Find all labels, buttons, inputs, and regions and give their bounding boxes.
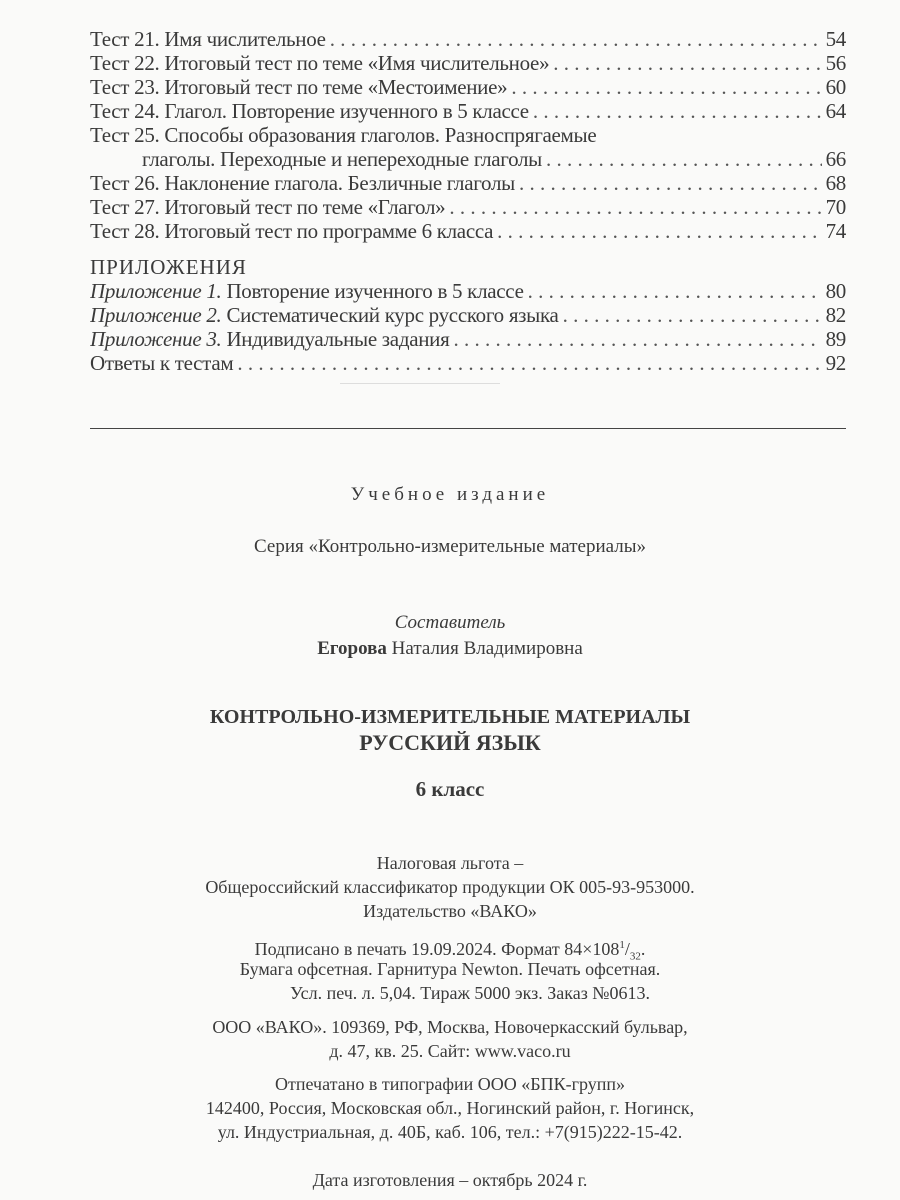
dot-leader	[533, 99, 822, 123]
tax-line: Общероссийский классификатор продукции ОК 005-93-953000.	[205, 877, 695, 897]
dot-leader	[497, 219, 821, 243]
appendix-label: Приложение 3.	[90, 327, 222, 351]
dot-leader	[553, 51, 821, 75]
toc-item	[90, 327, 846, 351]
toc-item	[90, 27, 846, 51]
print-signed-text: Подписано в печать 19.09.2024. Формат 84×108	[254, 939, 620, 959]
toc-item	[90, 351, 846, 375]
toc-page: 66	[825, 147, 846, 171]
toc-title: Тест 27. Итоговый тест по теме «Глагол»	[90, 195, 446, 219]
appendix-label: Приложение 2.	[90, 303, 222, 327]
appendix-title: Индивидуальные задания	[226, 327, 450, 351]
printer-line: 142400, Россия, Московская обл., Ногинский район, г. Ногинск,	[205, 1098, 695, 1118]
dot-leader	[511, 75, 821, 99]
printer-line: ул. Индустриальная, д. 40Б, каб. 106, тел.: +7(915)222-15-42.	[217, 1122, 683, 1142]
appendix-title: Повторение изученного в 5 классе	[226, 279, 524, 303]
print-line: Усл. печ. л. 5,04. Тираж 5000 экз. Заказ №0613.	[290, 983, 650, 1003]
toc-item	[90, 99, 846, 123]
appendix-heading: ПРИЛОЖЕНИЯ	[90, 255, 247, 279]
fraction-num: 1	[619, 939, 625, 951]
toc-page: 82	[825, 303, 846, 327]
dot-leader	[519, 171, 822, 195]
toc-title: Тест 21. Имя числительное	[90, 27, 326, 51]
toc-item	[90, 51, 846, 75]
dot-leader	[528, 279, 822, 303]
print-signed: Подписано в печать 19.09.2024. Формат $84\times 108^1/_{32}$.	[254, 939, 646, 963]
print-line: Бумага офсетная. Гарнитура Newton. Печать офсетная.	[239, 959, 661, 979]
dot-leader	[330, 27, 822, 51]
dot-leader	[237, 351, 821, 375]
toc-item	[90, 279, 846, 303]
dot-leader	[453, 327, 821, 351]
compiler-name: Наталия Владимировна	[391, 638, 583, 659]
toc-item	[90, 123, 846, 147]
publisher-line: д. 47, кв. 25. Сайт: www.vaco.ru	[329, 1041, 571, 1061]
toc-item-continuation	[90, 147, 846, 171]
printer-line: Отпечатано в типографии ООО «БПК-групп»	[275, 1074, 625, 1094]
toc-page: 80	[825, 279, 846, 303]
toc-title: Тест 23. Итоговый тест по теме «Местоимение»	[90, 75, 508, 99]
tax-line: Издательство «ВАКО»	[363, 901, 537, 921]
toc-item	[90, 195, 846, 219]
toc-page: 92	[825, 351, 846, 375]
toc-page: 74	[825, 219, 846, 243]
toc-page: 64	[825, 99, 846, 123]
toc-page: 54	[825, 27, 846, 51]
toc-title	[90, 327, 449, 351]
book-title: КОНТРОЛЬНО-ИЗМЕРИТЕЛЬНЫЕ МАТЕРИАЛЫ	[209, 706, 691, 728]
toc-page: 68	[825, 171, 846, 195]
appendix-title: Систематический курс русского языка	[226, 303, 559, 327]
book-grade: 6 класс	[415, 777, 485, 801]
toc-title: Тест 26. Наклонение глагола. Безличные глаголы	[90, 171, 515, 195]
dot-leader	[563, 303, 822, 327]
toc-item	[90, 219, 846, 243]
manufacture-date: Дата изготовления – октябрь 2024 г.	[312, 1170, 588, 1190]
toc-title	[90, 279, 524, 303]
fraction-den: 32	[629, 950, 641, 963]
toc-title: Ответы к тестам	[90, 351, 234, 375]
toc-item	[90, 303, 846, 327]
compiler	[0, 637, 900, 661]
dot-leader	[546, 147, 822, 171]
toc-title: Тест 22. Итоговый тест по теме «Имя числительное»	[90, 51, 550, 75]
appendix-label: Приложение 1.	[90, 279, 222, 303]
toc-page: 60	[825, 75, 846, 99]
dot-leader	[449, 195, 821, 219]
toc-title: Тест 25. Способы образования глаголов. Разноспрягаемые	[90, 123, 597, 147]
publisher-line: ООО «ВАКО». 109369, РФ, Москва, Новочеркасский бульвар,	[212, 1017, 688, 1037]
edition-type: Учебное издание	[350, 484, 550, 505]
toc-title: Тест 28. Итоговый тест по программе 6 класса	[90, 219, 494, 243]
toc-item	[90, 171, 846, 195]
toc-item	[90, 75, 846, 99]
divider	[90, 428, 846, 429]
book-subject: РУССКИЙ ЯЗЫК	[359, 730, 541, 755]
faint-mark	[340, 383, 500, 384]
series: Серия «Контрольно-измерительные материалы»	[254, 536, 646, 557]
toc-title: глаголы. Переходные и непереходные глаголы	[142, 147, 542, 171]
toc-title	[90, 303, 559, 327]
toc-title: Тест 24. Глагол. Повторение изученного в 5 классе	[90, 99, 529, 123]
compiler-label: Составитель	[394, 612, 506, 633]
toc-page: 56	[825, 51, 846, 75]
toc-page: 70	[825, 195, 846, 219]
toc-page: 89	[825, 327, 846, 351]
tax-line: Налоговая льгота –	[376, 853, 524, 873]
compiler-surname: Егорова	[317, 638, 387, 659]
table-of-contents	[90, 27, 846, 375]
